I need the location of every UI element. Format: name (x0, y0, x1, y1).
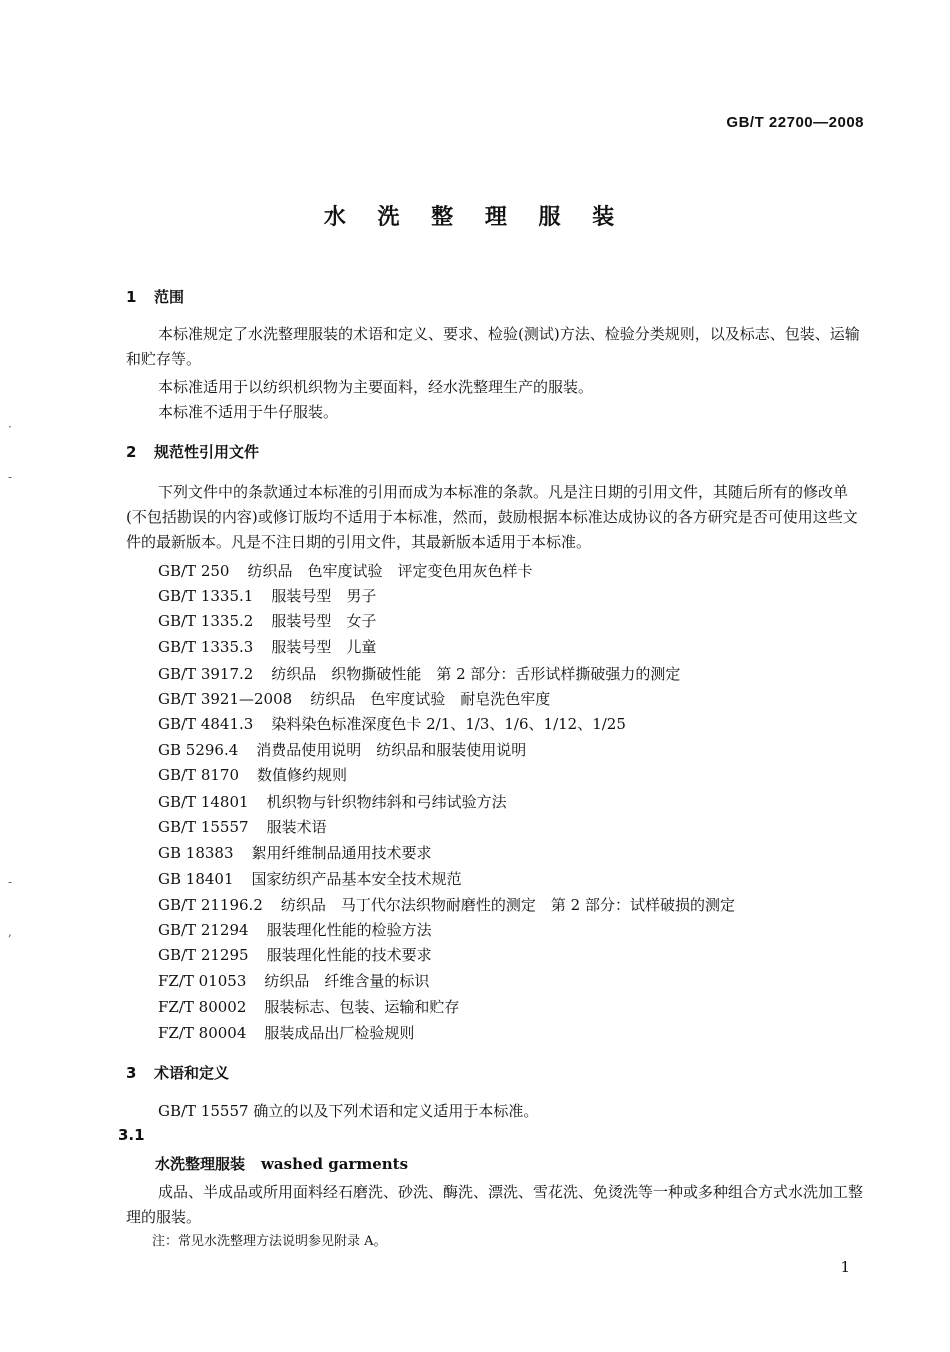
reference-item (158, 764, 347, 785)
reference-code: GB/T 15557 (158, 818, 249, 836)
reference-code: GB/T 14801 (158, 793, 249, 811)
scan-mark: , (8, 925, 12, 939)
reference-title: 服装术语 (266, 818, 327, 836)
term-chinese: 水洗整理服装 (155, 1155, 246, 1173)
reference-title: 国家纺织产品基本安全技术规范 (251, 870, 462, 888)
section-number: 1 (126, 288, 137, 306)
section-number: 2 (126, 443, 137, 461)
scan-mark: - (8, 470, 13, 484)
document-title: 水 洗 整 理 服 装 (323, 205, 627, 230)
reference-code: GB/T 1335.2 (158, 612, 254, 630)
term-entry (155, 1153, 408, 1174)
reference-title: 染料染色标准深度色卡 2/1、1/3、1/6、1/12、1/25 (271, 715, 626, 733)
reference-code: GB 18401 (158, 870, 234, 888)
reference-item (158, 610, 376, 631)
reference-title: 纺织品 织物撕破性能 第 2 部分：舌形试样撕破强力的测定 (271, 665, 681, 683)
reference-title: 机织物与针织物纬斜和弓纬试验方法 (266, 793, 507, 811)
reference-code: GB/T 21295 (158, 946, 249, 964)
section-title: 术语和定义 (154, 1064, 230, 1082)
reference-code: GB/T 21294 (158, 921, 249, 939)
reference-item (158, 842, 432, 863)
reference-code: GB/T 21196.2 (158, 896, 263, 914)
reference-item (158, 996, 459, 1017)
section-2-intro: 下列文件中的条款通过本标准的引用而成为本标准的条款。凡是注日期的引用文件，其随后所有的修改单(不包括勘误的内容)或修订版均不适用于本标准，然而，鼓励根据本标准达成协议的各方研究是否可使用这些文件的最新版本。凡是不注日期的引用文件，其最新版本适用于本标准。 (126, 483, 858, 551)
reference-item (158, 636, 376, 657)
reference-item (158, 868, 462, 889)
reference-item (158, 688, 550, 709)
reference-item (158, 739, 526, 760)
section-1-paragraph-1: 本标准规定了水洗整理服装的术语和定义、要求、检验(测试)方法、检验分类规则，以及标志、包装、运输和贮存等。 (126, 325, 860, 368)
reference-code: GB/T 250 (158, 562, 230, 580)
reference-code: FZ/T 01053 (158, 972, 247, 990)
reference-item (158, 944, 432, 965)
reference-title: 絮用纤维制品通用技术要求 (251, 844, 432, 862)
scan-mark: · (8, 420, 12, 434)
reference-item (158, 1022, 414, 1043)
term-note: 注：常见水洗整理方法说明参见附录 A。 (152, 1234, 387, 1249)
section-1-heading (126, 286, 184, 307)
reference-title: 服装标志、包装、运输和贮存 (264, 998, 460, 1016)
section-1-paragraph-3: 本标准不适用于牛仔服装。 (158, 403, 339, 421)
section-3-intro: GB/T 15557 确立的以及下列术语和定义适用于本标准。 (158, 1102, 539, 1120)
section-number: 3 (126, 1064, 137, 1082)
reference-item (158, 894, 735, 915)
section-1-paragraph-2: 本标准适用于以纺织机织物为主要面料，经水洗整理生产的服装。 (158, 378, 594, 396)
reference-title: 服装号型 男子 (271, 587, 377, 605)
subsection-number: 3.1 (118, 1126, 145, 1144)
term-english: washed garments (261, 1155, 409, 1173)
reference-title: 服装理化性能的技术要求 (266, 946, 432, 964)
reference-item (158, 919, 432, 940)
reference-code: FZ/T 80002 (158, 998, 247, 1016)
standard-code: GB/T 22700—2008 (726, 114, 864, 131)
section-title: 范围 (154, 288, 185, 306)
reference-code: GB 18383 (158, 844, 234, 862)
scan-mark: - (8, 875, 13, 889)
reference-title: 服装号型 女子 (271, 612, 377, 630)
reference-code: GB/T 1335.1 (158, 587, 254, 605)
reference-code: GB 5296.4 (158, 741, 239, 759)
reference-code: GB/T 8170 (158, 766, 240, 784)
reference-title: 数值修约规则 (257, 766, 348, 784)
reference-item (158, 560, 532, 581)
section-2-heading (126, 441, 259, 462)
reference-title: 纺织品 纤维含量的标识 (264, 972, 430, 990)
reference-title: 服装号型 儿童 (271, 638, 377, 656)
reference-code: GB/T 3921—2008 (158, 690, 293, 708)
reference-title: 纺织品 马丁代尔法织物耐磨性的测定 第 2 部分：试样破损的测定 (280, 896, 735, 914)
reference-title: 消费品使用说明 纺织品和服装使用说明 (256, 741, 527, 759)
reference-title: 纺织品 色牢度试验 耐皂洗色牢度 (310, 690, 551, 708)
reference-code: GB/T 4841.3 (158, 715, 254, 733)
reference-item (158, 791, 507, 812)
reference-code: GB/T 3917.2 (158, 665, 254, 683)
reference-item (158, 816, 327, 837)
reference-title: 服装理化性能的检验方法 (266, 921, 432, 939)
reference-title: 纺织品 色牢度试验 评定变色用灰色样卡 (247, 562, 533, 580)
reference-code: GB/T 1335.3 (158, 638, 254, 656)
reference-title: 服装成品出厂检验规则 (264, 1024, 415, 1042)
reference-item (158, 585, 376, 606)
reference-item (158, 663, 680, 684)
page-number: 1 (840, 1258, 850, 1276)
section-title: 规范性引用文件 (154, 443, 260, 461)
reference-item (158, 970, 429, 991)
reference-item (158, 713, 626, 734)
term-definition: 成品、半成品或所用面料经石磨洗、砂洗、酶洗、漂洗、雪花洗、免烫洗等一种或多种组合方式水洗加工整理的服装。 (126, 1183, 864, 1226)
reference-code: FZ/T 80004 (158, 1024, 247, 1042)
section-3-heading (126, 1062, 229, 1083)
